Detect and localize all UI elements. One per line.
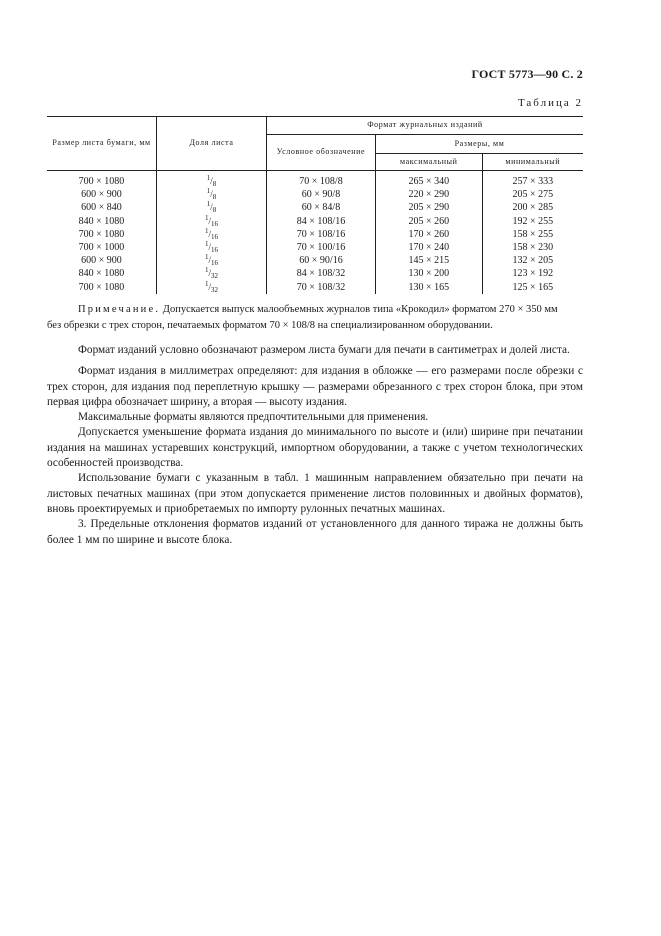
cell-minimum: 125 × 165 [512, 281, 554, 293]
cell-paper-size: 600 × 840 [47, 201, 157, 214]
fraction-numerator: 1 [204, 213, 209, 222]
cell-paper-size: 700 × 1080 [47, 281, 157, 294]
cell-maximum: 130 × 165 [376, 281, 483, 294]
cell-paper-size: 600 × 900 [47, 254, 157, 267]
fraction-slash: / [210, 176, 213, 187]
fraction-slash: / [210, 202, 213, 213]
fraction-slash: / [208, 242, 211, 253]
fraction [207, 175, 217, 188]
fraction-numerator: 1 [204, 279, 209, 288]
fraction-denominator: 32 [211, 285, 218, 294]
cell-maximum: 170 × 240 [376, 241, 483, 254]
body-text [47, 343, 583, 548]
note-label: Примечание. [78, 304, 161, 315]
cell-minimum: 158 × 255 [512, 228, 554, 240]
table-row [47, 215, 583, 228]
cell-sheet-share [157, 228, 267, 241]
paragraph-format-millimeters: Формат издания в миллиметрах определяют: для издания в обложке — его размерами после обрезки с трех сторон, для издания под переплетную крышку — размерами обрезанного с трех сторон блока, при этом первая цифра обозначает ширину, а вторая — высоту издания. [47, 365, 583, 408]
table-row [47, 267, 583, 280]
header-maximum: максимальный [376, 154, 483, 171]
fraction-numerator: 1 [204, 253, 209, 262]
fraction-slash: / [208, 215, 211, 226]
cell-paper-size: 700 × 1000 [47, 241, 157, 254]
cell-minimum: 200 × 285 [512, 202, 554, 214]
fraction-numerator: 1 [206, 200, 211, 209]
cell-designation: 60 × 90/16 [267, 254, 376, 267]
fraction-slash: / [208, 268, 211, 279]
fraction-slash: / [208, 228, 211, 239]
fraction-denominator: 8 [212, 206, 217, 215]
fraction [205, 241, 218, 254]
cell-paper-size: 840 × 1080 [47, 267, 157, 280]
cell-sheet-share [157, 267, 267, 280]
cell-maximum: 205 × 260 [376, 215, 483, 228]
fraction [205, 254, 218, 267]
fraction [207, 188, 217, 201]
paragraph-tolerances: 3. Предельные отклонения форматов изданий от установленного для данного тиража не должны быть более 1 мм по ширине и высоте блока. [47, 518, 583, 546]
table-row [47, 254, 583, 267]
header-journal-format: Формат журнальных изданий [267, 117, 584, 135]
table-row [47, 281, 583, 294]
paragraph-preferred-formats: Максимальные форматы являются предпочтительными для применения. [78, 411, 429, 424]
cell-minimum: 132 × 205 [512, 255, 554, 267]
fraction-denominator: 16 [211, 246, 218, 255]
cell-minimum: 257 × 333 [512, 176, 554, 188]
cell-maximum: 265 × 340 [376, 171, 483, 189]
table-row [47, 201, 583, 214]
cell-minimum: 158 × 230 [512, 242, 554, 254]
cell-paper-size: 840 × 1080 [47, 215, 157, 228]
cell-paper-size: 600 × 900 [47, 188, 157, 201]
cell-designation: 70 × 108/8 [267, 171, 376, 189]
fraction-denominator: 32 [211, 272, 218, 281]
cell-sheet-share [157, 215, 267, 228]
fraction-numerator: 1 [204, 240, 209, 249]
cell-sheet-share [157, 254, 267, 267]
cell-designation: 84 × 108/16 [267, 215, 376, 228]
cell-sheet-share [157, 281, 267, 294]
paragraph-format-designation: Формат изданий условно обозначают размером листа бумаги для печати в сантиметрах и долей листа. [78, 344, 570, 356]
header-paper-size: Размер листа бумаги, мм [47, 117, 157, 171]
cell-minimum: 192 × 255 [512, 215, 554, 227]
paragraph-paper-usage: Использование бумаги с указанным в табл. 1 машинным направлением обязательно при печати на листовых печатных машинах (при этом допускается применение листов половинных и двойных форматов), вновь проектируемых и приобретаемых по импорту рулонных печатных машинах. [47, 472, 583, 515]
cell-designation: 70 × 108/16 [267, 228, 376, 241]
formats-table [47, 116, 583, 294]
cell-minimum: 123 × 192 [512, 268, 554, 280]
cell-maximum: 145 × 215 [376, 254, 483, 267]
fraction-numerator: 1 [204, 266, 209, 275]
table-row [47, 241, 583, 254]
fraction [207, 201, 217, 214]
table-row [47, 228, 583, 241]
header-conventional-designation: Условное обозначение [267, 135, 376, 171]
table-note [47, 302, 583, 334]
fraction-numerator: 1 [204, 226, 209, 235]
note-text-line2: без обрезки с трех сторон, печатаемых форматом 70 × 108/8 на специализированном оборудовании. [47, 320, 493, 331]
cell-maximum: 170 × 260 [376, 228, 483, 241]
table-caption: Таблица 2 [517, 97, 583, 109]
cell-sheet-share [157, 188, 267, 201]
paragraph-reduction-allowed: Допускается уменьшение формата издания до минимального по высоте и (или) ширине при печатании издания на машинах устаревших конструкций, импортном оборудовании, а также с учетом технологических особенностей производства. [47, 426, 583, 470]
table-row [47, 171, 583, 189]
cell-designation: 70 × 108/32 [267, 281, 376, 294]
cell-designation: 84 × 108/32 [267, 267, 376, 280]
cell-designation: 60 × 90/8 [267, 188, 376, 201]
cell-designation: 70 × 100/16 [267, 241, 376, 254]
cell-designation: 60 × 84/8 [267, 201, 376, 214]
cell-paper-size: 700 × 1080 [47, 228, 157, 241]
cell-minimum: 205 × 275 [512, 189, 554, 201]
table-body [47, 171, 583, 294]
header-sheet-share: Доля листа [157, 117, 267, 171]
note-text-line1: Допускается выпуск малообъемных журналов типа «Крокодил» форматом 270 × 350 мм [162, 304, 558, 315]
cell-maximum: 205 × 290 [376, 201, 483, 214]
header-minimum: минимальный [482, 154, 583, 171]
fraction-slash: / [208, 281, 211, 292]
document-code: ГОСТ 5773—90 С. 2 [471, 67, 583, 81]
cell-maximum: 220 × 290 [376, 188, 483, 201]
fraction-denominator: 16 [211, 259, 218, 268]
cell-sheet-share [157, 201, 267, 214]
fraction-denominator: 8 [212, 180, 217, 189]
fraction-denominator: 16 [211, 219, 218, 228]
header-sizes: Размеры, мм [376, 135, 584, 154]
table-row [47, 188, 583, 201]
cell-maximum: 130 × 200 [376, 267, 483, 280]
fraction-denominator: 8 [212, 193, 217, 202]
fraction-numerator: 1 [206, 174, 211, 183]
fraction-slash: / [210, 189, 213, 200]
cell-sheet-share [157, 171, 267, 189]
fraction [205, 267, 218, 280]
fraction-numerator: 1 [206, 187, 211, 196]
cell-sheet-share [157, 241, 267, 254]
fraction [205, 228, 218, 241]
fraction-denominator: 16 [211, 232, 218, 241]
fraction [205, 215, 218, 228]
cell-paper-size: 700 × 1080 [47, 171, 157, 189]
fraction-slash: / [208, 255, 211, 266]
fraction [205, 281, 218, 294]
